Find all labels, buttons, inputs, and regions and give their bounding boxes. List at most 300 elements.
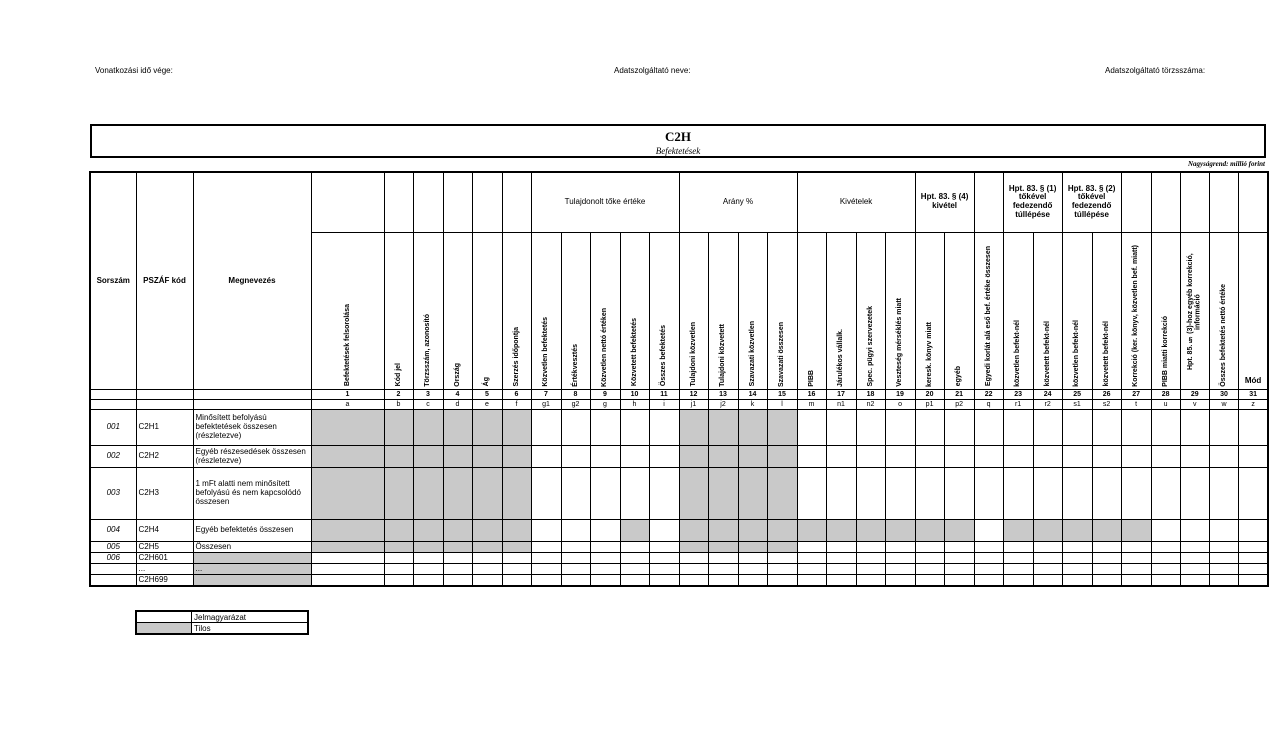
data-cell[interactable] — [443, 564, 472, 575]
data-cell[interactable] — [738, 564, 767, 575]
data-cell[interactable] — [1092, 542, 1121, 553]
data-cell[interactable] — [944, 410, 974, 446]
data-cell[interactable] — [826, 564, 856, 575]
column-header — [767, 232, 797, 390]
data-cell[interactable] — [1151, 542, 1180, 553]
data-cell[interactable] — [590, 564, 620, 575]
data-cell[interactable] — [649, 575, 679, 586]
column-letter: q — [974, 400, 1003, 410]
column-letter: i — [649, 400, 679, 410]
data-cell[interactable] — [561, 410, 590, 446]
data-cell[interactable] — [1121, 410, 1151, 446]
data-cell[interactable] — [1209, 542, 1238, 553]
column-header-label: keresk. könyv miatt — [925, 321, 933, 387]
data-cell — [472, 520, 502, 542]
data-cell — [502, 446, 531, 468]
data-cell[interactable] — [531, 564, 561, 575]
column-number: 18 — [856, 390, 885, 400]
column-number: 20 — [915, 390, 944, 400]
data-cell[interactable] — [1092, 446, 1121, 468]
row-sorszam — [90, 575, 136, 586]
data-cell[interactable] — [1033, 446, 1062, 468]
row-sorszam: 001 — [90, 410, 136, 446]
table-row — [90, 575, 1268, 586]
data-cell[interactable] — [620, 564, 649, 575]
data-cell[interactable] — [620, 410, 649, 446]
data-cell — [1062, 520, 1092, 542]
data-cell — [311, 468, 384, 520]
data-cell[interactable] — [384, 575, 413, 586]
data-cell[interactable] — [1239, 468, 1268, 520]
data-cell[interactable] — [1003, 542, 1033, 553]
data-cell[interactable] — [856, 553, 885, 564]
data-cell[interactable] — [590, 520, 620, 542]
column-header — [1062, 232, 1092, 390]
data-cell[interactable] — [531, 520, 561, 542]
data-cell[interactable] — [561, 542, 590, 553]
data-cell[interactable] — [1003, 553, 1033, 564]
data-cell[interactable] — [1062, 410, 1092, 446]
data-cell[interactable] — [620, 468, 649, 520]
data-cell[interactable] — [1239, 575, 1268, 586]
header-group-hpt-83-1: Hpt. 83. § (1) tőkével fedezendő túllépése — [1003, 172, 1062, 232]
data-cell — [443, 542, 472, 553]
data-cell[interactable] — [1151, 575, 1180, 586]
data-cell[interactable] — [1062, 542, 1092, 553]
column-letter: w — [1209, 400, 1238, 410]
data-cell[interactable] — [767, 564, 797, 575]
data-cell — [797, 520, 826, 542]
column-header-label: PIBB — [807, 369, 815, 387]
data-cell[interactable] — [1033, 575, 1062, 586]
data-cell[interactable] — [1062, 564, 1092, 575]
data-cell[interactable] — [915, 468, 944, 520]
column-header — [1003, 232, 1033, 390]
data-cell[interactable] — [1151, 410, 1180, 446]
data-cell — [620, 520, 649, 542]
data-cell — [767, 520, 797, 542]
data-cell — [708, 468, 738, 520]
data-cell[interactable] — [502, 575, 531, 586]
column-header-label: Szavazati összesen — [778, 321, 786, 387]
data-cell — [472, 410, 502, 446]
data-cell[interactable] — [1092, 410, 1121, 446]
data-cell[interactable] — [1003, 575, 1033, 586]
data-cell[interactable] — [797, 564, 826, 575]
data-cell[interactable] — [856, 542, 885, 553]
column-letter: r2 — [1033, 400, 1062, 410]
data-cell[interactable] — [1209, 575, 1238, 586]
data-cell[interactable] — [708, 553, 738, 564]
data-cell[interactable] — [915, 575, 944, 586]
header-megnevezes: Megnevezés — [193, 172, 311, 390]
data-cell[interactable] — [1121, 542, 1151, 553]
data-cell[interactable] — [974, 542, 1003, 553]
data-cell — [708, 410, 738, 446]
data-cell[interactable] — [384, 564, 413, 575]
row-code: C2H601 — [136, 553, 193, 564]
data-cell[interactable] — [1033, 410, 1062, 446]
data-cell — [738, 542, 767, 553]
data-cell[interactable] — [1092, 553, 1121, 564]
row-sorszam: 005 — [90, 542, 136, 553]
data-cell[interactable] — [531, 553, 561, 564]
data-cell — [443, 468, 472, 520]
data-cell[interactable] — [885, 410, 915, 446]
column-letter: r1 — [1003, 400, 1033, 410]
data-cell[interactable] — [738, 575, 767, 586]
data-cell — [826, 520, 856, 542]
data-cell[interactable] — [944, 446, 974, 468]
row-sorszam — [90, 564, 136, 575]
row-code: C2H2 — [136, 446, 193, 468]
data-cell[interactable] — [679, 575, 708, 586]
form-subtitle: Befektetések — [655, 146, 701, 156]
data-cell[interactable] — [1209, 520, 1238, 542]
column-letter: e — [472, 400, 502, 410]
data-cell — [679, 410, 708, 446]
legend-forbidden-label: Tilos — [192, 623, 309, 635]
data-cell[interactable] — [1121, 446, 1151, 468]
column-header — [708, 232, 738, 390]
data-cell — [472, 446, 502, 468]
column-header — [590, 232, 620, 390]
data-cell[interactable] — [1239, 410, 1268, 446]
column-header — [1121, 232, 1151, 390]
data-cell[interactable] — [1121, 564, 1151, 575]
data-cell[interactable] — [1239, 446, 1268, 468]
data-cell[interactable] — [1003, 564, 1033, 575]
data-cell — [767, 468, 797, 520]
header-group-ratio: Arány % — [679, 172, 797, 232]
data-cell — [679, 468, 708, 520]
column-header — [561, 232, 590, 390]
column-letter: k — [738, 400, 767, 410]
data-cell[interactable] — [915, 542, 944, 553]
data-cell — [443, 520, 472, 542]
data-cell[interactable] — [1062, 553, 1092, 564]
header-group-hpt-83-2: Hpt. 83. § (2) tőkével fedezendő túllépése — [1062, 172, 1121, 232]
data-cell[interactable] — [1121, 553, 1151, 564]
data-cell[interactable] — [856, 564, 885, 575]
data-cell[interactable] — [944, 468, 974, 520]
data-cell — [443, 446, 472, 468]
data-cell[interactable] — [502, 564, 531, 575]
data-cell[interactable] — [1180, 542, 1209, 553]
column-letter: n1 — [826, 400, 856, 410]
data-cell[interactable] — [649, 446, 679, 468]
data-cell[interactable] — [915, 410, 944, 446]
data-cell[interactable] — [885, 564, 915, 575]
column-header-label: közvetlen befekt-nél — [1073, 319, 1081, 387]
data-cell[interactable] — [590, 446, 620, 468]
column-letter: c — [413, 400, 443, 410]
column-header-label: Összes befektetés nettó értéke — [1220, 283, 1228, 387]
data-cell[interactable] — [1239, 520, 1268, 542]
data-cell[interactable] — [561, 553, 590, 564]
data-cell — [311, 446, 384, 468]
column-header — [384, 232, 413, 390]
data-cell[interactable] — [531, 410, 561, 446]
column-header-label: egyéb — [955, 366, 963, 387]
data-cell[interactable] — [1180, 446, 1209, 468]
data-cell[interactable] — [1033, 542, 1062, 553]
data-cell[interactable] — [1151, 446, 1180, 468]
data-cell[interactable] — [531, 446, 561, 468]
data-cell[interactable] — [944, 542, 974, 553]
data-cell[interactable] — [311, 575, 384, 586]
column-letter: l — [767, 400, 797, 410]
period-end-label: Vonatkozási idő vége: — [95, 66, 173, 75]
data-cell[interactable] — [561, 446, 590, 468]
data-cell[interactable] — [826, 446, 856, 468]
data-cell[interactable] — [1151, 520, 1180, 542]
data-cell[interactable] — [1062, 468, 1092, 520]
data-cell[interactable] — [944, 553, 974, 564]
data-cell[interactable] — [384, 553, 413, 564]
data-cell[interactable] — [856, 410, 885, 446]
data-cell[interactable] — [1239, 564, 1268, 575]
data-cell — [413, 410, 443, 446]
column-letter: n2 — [856, 400, 885, 410]
data-cell[interactable] — [531, 575, 561, 586]
data-cell[interactable] — [1209, 553, 1238, 564]
data-cell[interactable] — [1003, 446, 1033, 468]
column-header — [974, 232, 1003, 390]
column-header — [797, 232, 826, 390]
column-header — [679, 232, 708, 390]
column-number: 11 — [649, 390, 679, 400]
data-cell[interactable] — [1209, 468, 1238, 520]
data-cell[interactable] — [1239, 553, 1268, 564]
data-cell[interactable] — [472, 553, 502, 564]
data-cell[interactable] — [944, 564, 974, 575]
data-cell[interactable] — [856, 575, 885, 586]
data-cell[interactable] — [590, 468, 620, 520]
data-cell[interactable] — [413, 575, 443, 586]
data-cell — [384, 520, 413, 542]
column-number: 28 — [1151, 390, 1180, 400]
data-cell — [856, 520, 885, 542]
data-cell[interactable] — [767, 575, 797, 586]
data-cell[interactable] — [649, 564, 679, 575]
data-cell[interactable] — [974, 575, 1003, 586]
data-cell — [738, 520, 767, 542]
column-letter: a — [311, 400, 384, 410]
data-cell[interactable] — [1209, 446, 1238, 468]
column-letter: v — [1180, 400, 1209, 410]
data-cell[interactable] — [974, 564, 1003, 575]
row-sorszam: 004 — [90, 520, 136, 542]
data-cell[interactable] — [974, 410, 1003, 446]
data-cell[interactable] — [974, 520, 1003, 542]
column-letter: m — [797, 400, 826, 410]
data-cell[interactable] — [531, 468, 561, 520]
data-cell[interactable] — [826, 468, 856, 520]
column-header — [1151, 232, 1180, 390]
data-cell[interactable] — [1151, 553, 1180, 564]
row-name: ... — [193, 564, 311, 575]
data-cell[interactable] — [311, 564, 384, 575]
data-cell[interactable] — [915, 446, 944, 468]
data-cell[interactable] — [1209, 564, 1238, 575]
row-sorszam: 003 — [90, 468, 136, 520]
data-cell — [679, 520, 708, 542]
data-cell[interactable] — [1121, 575, 1151, 586]
column-letter: g1 — [531, 400, 561, 410]
data-cell[interactable] — [885, 468, 915, 520]
column-number: 7 — [531, 390, 561, 400]
data-cell[interactable] — [531, 542, 561, 553]
header-group-exceptions: Kivételek — [797, 172, 915, 232]
data-cell[interactable] — [826, 553, 856, 564]
data-cell — [767, 542, 797, 553]
column-number: 16 — [797, 390, 826, 400]
data-cell[interactable] — [620, 542, 649, 553]
data-cell[interactable] — [649, 553, 679, 564]
data-cell[interactable] — [826, 542, 856, 553]
table-row — [90, 410, 1268, 446]
header-group-hpt-83-4: Hpt. 83. § (4) kivétel — [915, 172, 974, 232]
data-cell[interactable] — [472, 575, 502, 586]
data-cell[interactable] — [885, 446, 915, 468]
data-cell — [384, 446, 413, 468]
column-number: 27 — [1121, 390, 1151, 400]
column-header-label: Szavazati közvetlen — [748, 321, 756, 387]
data-cell[interactable] — [561, 468, 590, 520]
data-cell[interactable] — [413, 564, 443, 575]
data-cell[interactable] — [915, 564, 944, 575]
data-cell[interactable] — [590, 542, 620, 553]
column-number: 14 — [738, 390, 767, 400]
data-cell[interactable] — [826, 410, 856, 446]
data-cell[interactable] — [974, 446, 1003, 468]
data-cell[interactable] — [1092, 575, 1121, 586]
data-cell[interactable] — [413, 553, 443, 564]
row-name — [193, 575, 311, 586]
column-header — [1209, 232, 1238, 390]
data-cell[interactable] — [620, 575, 649, 586]
data-cell[interactable] — [1033, 468, 1062, 520]
data-cell[interactable] — [944, 575, 974, 586]
data-cell[interactable] — [1092, 564, 1121, 575]
data-cell — [413, 520, 443, 542]
data-cell[interactable] — [679, 564, 708, 575]
data-cell[interactable] — [1062, 575, 1092, 586]
column-header — [826, 232, 856, 390]
data-cell[interactable] — [1121, 468, 1151, 520]
row-name: Minősített befolyású befektetések összesen (részletezve) — [193, 410, 311, 446]
data-cell[interactable] — [1151, 564, 1180, 575]
data-cell[interactable] — [1180, 520, 1209, 542]
column-header-label: közvetett befekt-nél — [1043, 321, 1051, 387]
column-header — [531, 232, 561, 390]
data-cell[interactable] — [1062, 446, 1092, 468]
data-cell[interactable] — [708, 575, 738, 586]
column-header-label: Közvetett befektetés — [630, 318, 638, 387]
data-cell[interactable] — [311, 553, 384, 564]
data-cell[interactable] — [797, 410, 826, 446]
data-cell[interactable] — [472, 564, 502, 575]
data-cell[interactable] — [974, 553, 1003, 564]
data-cell[interactable] — [826, 575, 856, 586]
data-cell[interactable] — [590, 410, 620, 446]
data-cell[interactable] — [1151, 468, 1180, 520]
row-sorszam: 002 — [90, 446, 136, 468]
column-header-label: Ág — [483, 377, 491, 387]
data-cell[interactable] — [1180, 553, 1209, 564]
column-letter: f — [502, 400, 531, 410]
data-cell[interactable] — [797, 542, 826, 553]
data-cell[interactable] — [1180, 410, 1209, 446]
data-cell[interactable] — [1239, 542, 1268, 553]
data-cell[interactable] — [590, 575, 620, 586]
legend-gray-swatch — [136, 623, 192, 635]
column-header-label: Egyedi korlát alá eső bef. értéke összesen — [984, 246, 992, 387]
data-cell[interactable] — [1180, 564, 1209, 575]
header-sorszam: Sorszám — [90, 172, 136, 390]
data-cell[interactable] — [561, 575, 590, 586]
data-cell[interactable] — [620, 446, 649, 468]
data-cell[interactable] — [797, 553, 826, 564]
column-header — [502, 232, 531, 390]
column-letter: g — [590, 400, 620, 410]
data-cell[interactable] — [856, 468, 885, 520]
data-cell[interactable] — [679, 553, 708, 564]
column-letter: h — [620, 400, 649, 410]
data-cell[interactable] — [1033, 564, 1062, 575]
data-cell[interactable] — [561, 564, 590, 575]
data-cell[interactable] — [885, 542, 915, 553]
data-cell[interactable] — [767, 553, 797, 564]
data-cell[interactable] — [649, 468, 679, 520]
data-cell[interactable] — [915, 553, 944, 564]
data-cell[interactable] — [590, 553, 620, 564]
data-cell — [1092, 520, 1121, 542]
data-cell[interactable] — [649, 410, 679, 446]
data-cell[interactable] — [885, 553, 915, 564]
data-cell[interactable] — [1180, 468, 1209, 520]
data-cell[interactable] — [1003, 410, 1033, 446]
data-cell[interactable] — [561, 520, 590, 542]
table-row — [90, 468, 1268, 520]
data-cell[interactable] — [649, 520, 679, 542]
data-cell[interactable] — [1209, 410, 1238, 446]
data-cell[interactable] — [797, 575, 826, 586]
data-cell[interactable] — [1180, 575, 1209, 586]
column-header — [311, 232, 384, 390]
data-cell[interactable] — [1092, 468, 1121, 520]
data-cell[interactable] — [797, 468, 826, 520]
data-cell[interactable] — [797, 446, 826, 468]
data-cell[interactable] — [649, 542, 679, 553]
data-cell — [1033, 520, 1062, 542]
data-cell[interactable] — [738, 553, 767, 564]
unit-note: Nagyságrend: millió forint — [1187, 160, 1265, 168]
data-cell[interactable] — [885, 575, 915, 586]
column-header-label: Közvetlen befektetés — [542, 316, 550, 387]
data-cell[interactable] — [974, 468, 1003, 520]
data-cell[interactable] — [443, 575, 472, 586]
data-cell[interactable] — [502, 553, 531, 564]
data-cell[interactable] — [856, 446, 885, 468]
data-cell[interactable] — [620, 553, 649, 564]
data-cell[interactable] — [1033, 553, 1062, 564]
data-cell[interactable] — [708, 564, 738, 575]
data-cell[interactable] — [1003, 468, 1033, 520]
provider-name-label: Adatszolgáltató neve: — [614, 66, 691, 75]
data-cell[interactable] — [443, 553, 472, 564]
